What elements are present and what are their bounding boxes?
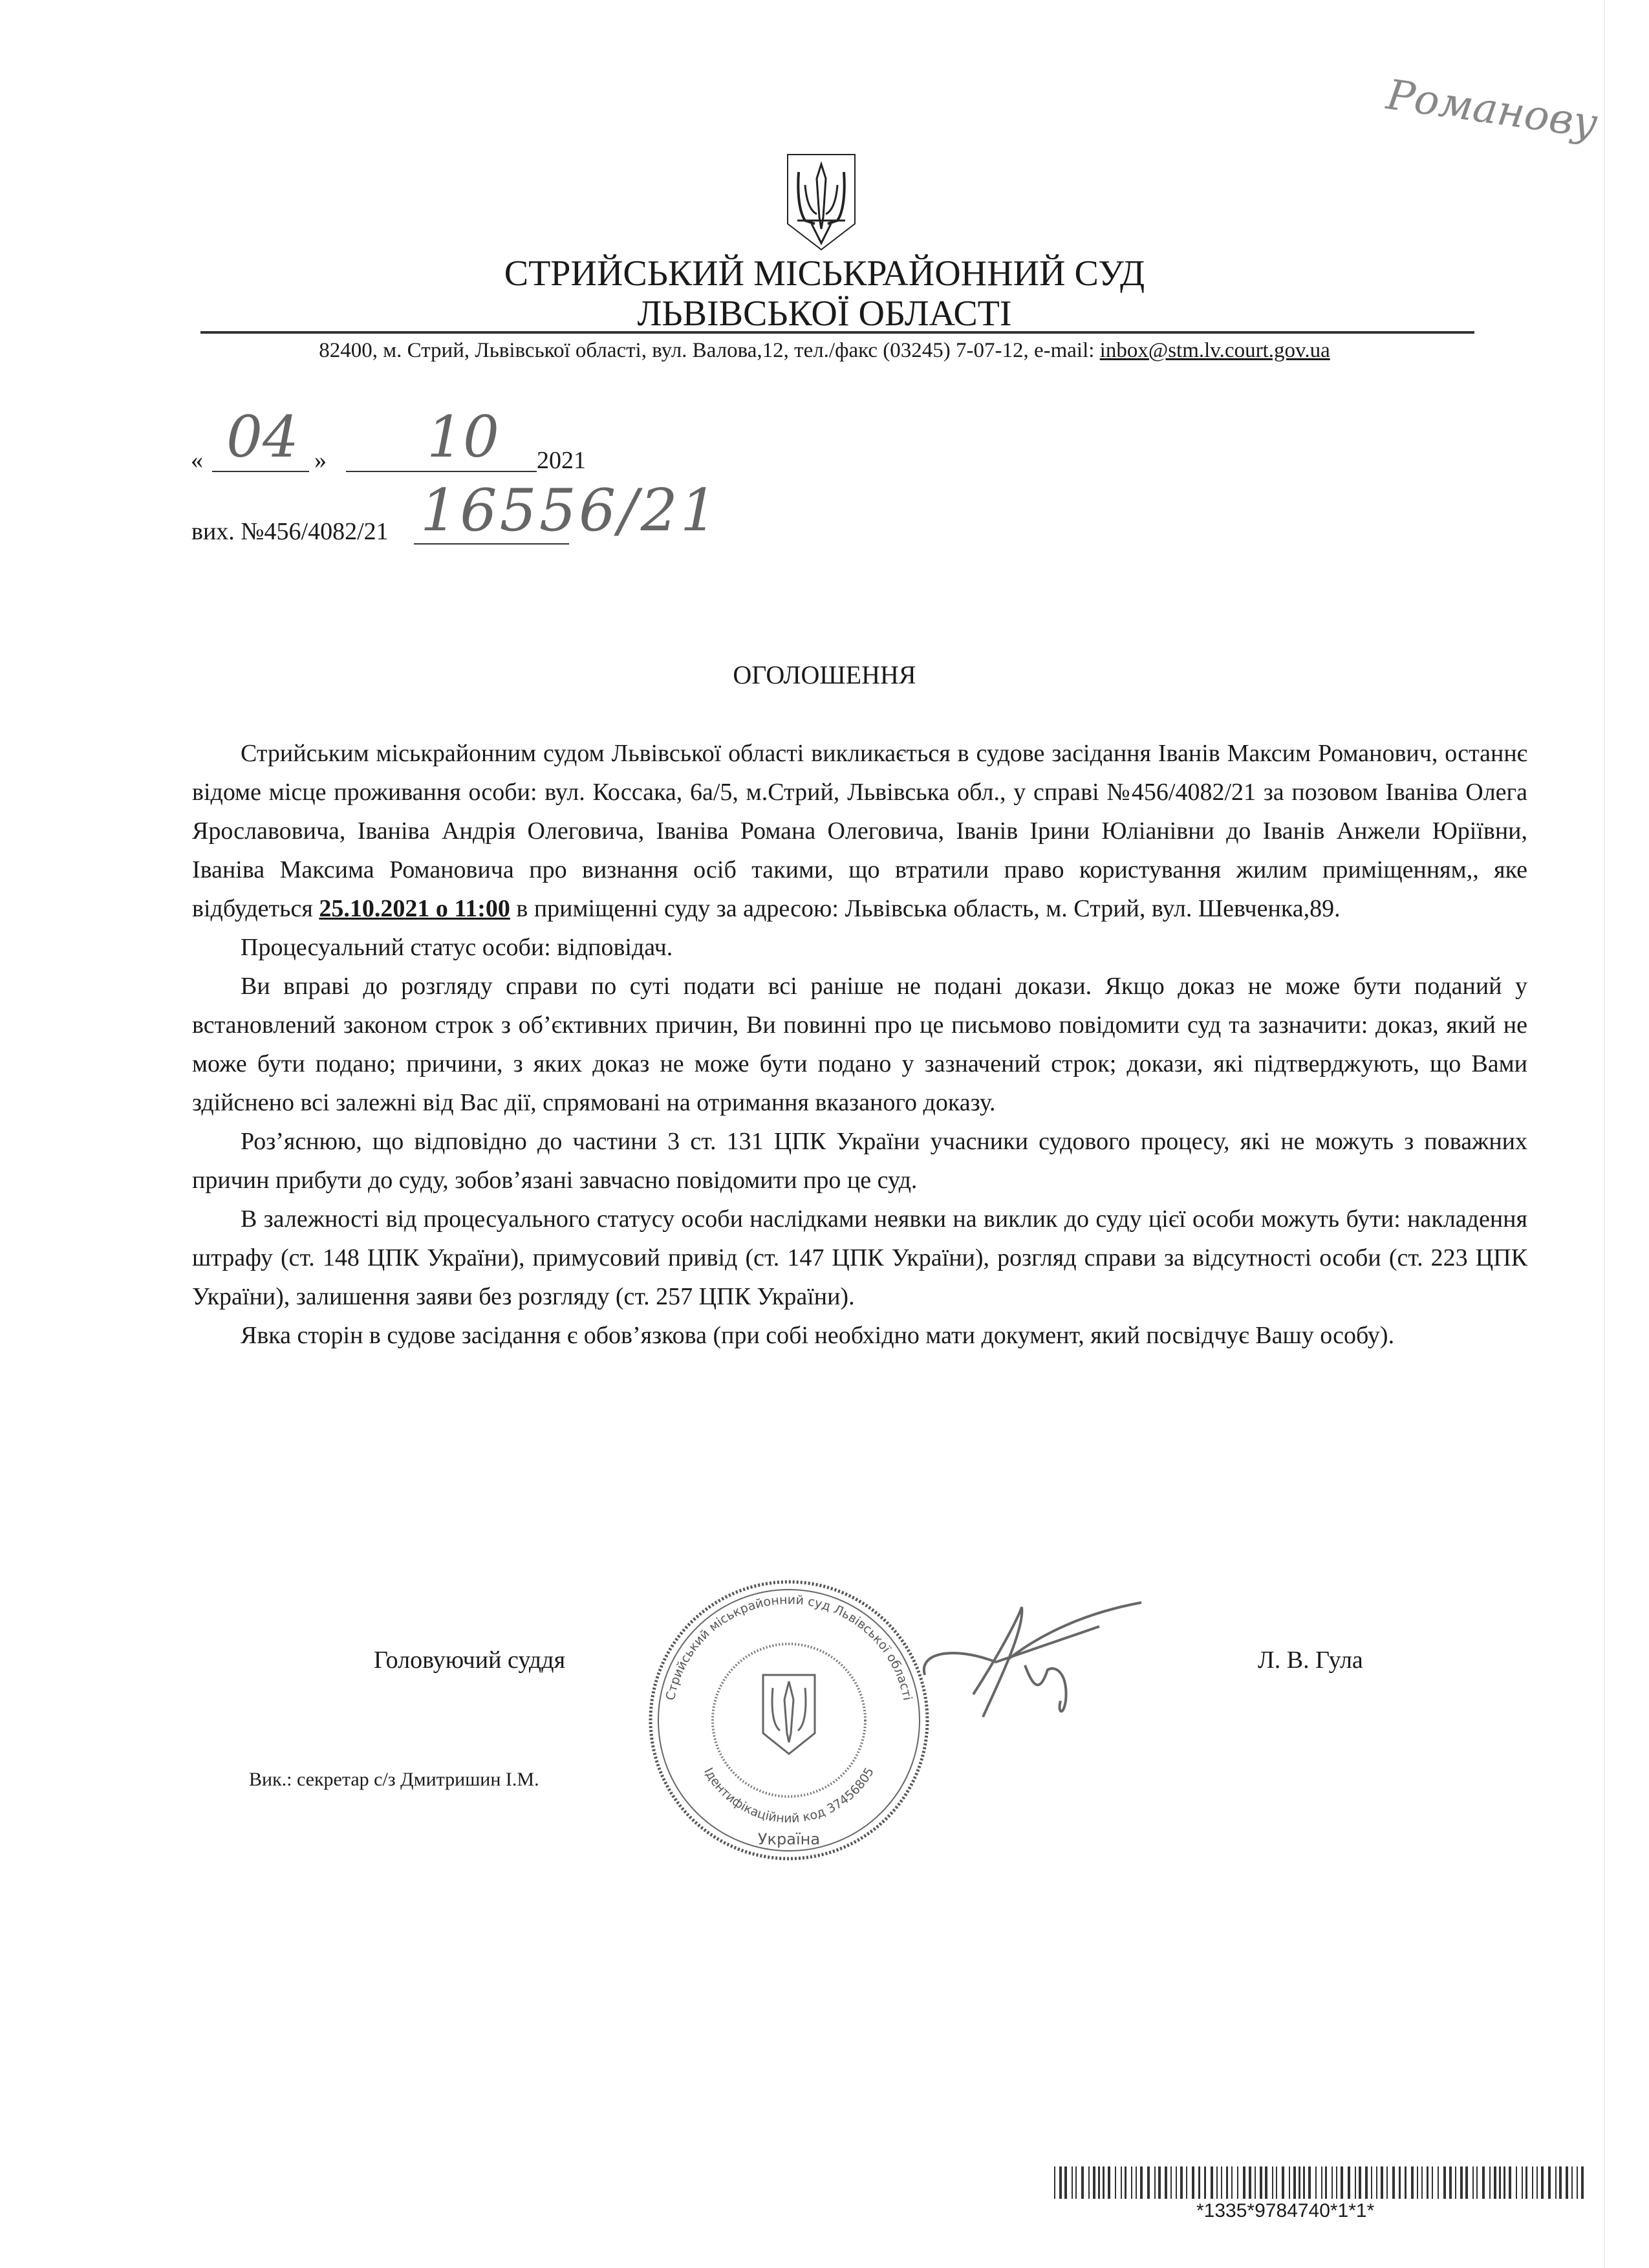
- announcement-body: [192, 734, 1527, 1355]
- seal-icon: [647, 1578, 931, 1863]
- barcode-bar: [1272, 2166, 1273, 2199]
- barcode-bar: [1192, 2166, 1194, 2199]
- barcode-bar: [1386, 2166, 1388, 2199]
- barcode-bar: [1064, 2166, 1067, 2199]
- judge-signature: [918, 1597, 1190, 1727]
- barcode-bar: [1072, 2166, 1073, 2199]
- barcode-bar: [1438, 2166, 1439, 2199]
- barcode-bar: [1093, 2166, 1095, 2199]
- hearing-address: в приміщенні суду за адресою: Львівська область, м. Стрий, вул. Шевченка,89.: [510, 895, 1341, 922]
- barcode-bar: [1186, 2166, 1187, 2199]
- barcode-bar: [1276, 2166, 1277, 2199]
- barcode-bar: [1411, 2166, 1414, 2199]
- barcode-bar: [1098, 2166, 1100, 2199]
- barcode-bar: [1249, 2166, 1251, 2199]
- date-day-handwritten: 04: [226, 404, 299, 470]
- seal-country-text: Україна: [757, 1830, 821, 1848]
- barcode-bar: [1147, 2166, 1150, 2199]
- seal-outer-text: Стрийський міськрайонний суд Львівської області: [663, 1592, 915, 1702]
- barcode-bar: [1355, 2166, 1356, 2199]
- barcode-bar: [1336, 2166, 1337, 2199]
- barcode-bar: [1472, 2166, 1474, 2199]
- signature-icon: [918, 1597, 1190, 1727]
- barcode-bar: [1381, 2166, 1383, 2199]
- header-divider: [200, 331, 1474, 334]
- barcode-bar: [1131, 2166, 1132, 2199]
- barcode-bar: [1315, 2166, 1317, 2199]
- barcode-bar: [1108, 2166, 1110, 2199]
- barcode-bar: [1399, 2166, 1401, 2199]
- outgoing-number: вих. №456/4082/21: [191, 518, 389, 545]
- hearing-datetime: 25.10.2021 о 11:00: [319, 895, 510, 922]
- quote-open: «: [191, 447, 203, 474]
- barcode-bar: [1555, 2166, 1557, 2199]
- official-seal: [647, 1578, 931, 1863]
- barcode-bar: [1075, 2166, 1077, 2199]
- barcode-bar: [1376, 2166, 1377, 2199]
- paragraph-notice: Роз’яснюю, що відповідно до частини 3 ст. 131 ЦПК України учасники судового процесу, які не можуть з поважних причин прибути до суду, зобов’язані завчасно повідомити про це суд.: [192, 1128, 1527, 1194]
- barcode-bar: [1081, 2166, 1084, 2199]
- barcode-bar: [1231, 2166, 1233, 2199]
- barcode-bar: [1509, 2166, 1511, 2199]
- date-month-handwritten: 10: [427, 404, 499, 470]
- judge-name: Л. В. Гула: [1258, 1647, 1363, 1674]
- barcode-bar: [1088, 2166, 1090, 2199]
- barcode-bar: [1211, 2166, 1213, 2199]
- paragraph-evidence: Ви вправі до розгляду справи по суті подати всі раніше не подані докази. Якщо доказ не може бути поданий у встановлений законом строк з об’єктивних причин, Ви повинні про це письмово повідомити суд та зазначити: доказ, який не може бути подано; причини, з яких доказ не може бути подано у зазначений строк; докази, які підтверджують, що Вами здійснено всі залежні від Вас дії, спрямовані на отримання вказаного доказу.: [192, 973, 1527, 1116]
- barcode-bar: [1140, 2166, 1143, 2199]
- barcode-bar: [1216, 2166, 1218, 2199]
- barcode-bar: [1243, 2166, 1245, 2199]
- barcode-bar: [1180, 2166, 1183, 2199]
- barcode-number: *1335*9784740*1*1*: [1196, 2200, 1375, 2221]
- barcode-bar: [1432, 2166, 1433, 2199]
- quote-close: »: [314, 447, 327, 474]
- outgoing-number-handwritten: 16556/21: [420, 477, 720, 545]
- announcement-title: ОГОЛОШЕННЯ: [733, 660, 916, 689]
- barcode-bar: [1265, 2166, 1267, 2199]
- barcode-bar: [1460, 2166, 1463, 2199]
- barcode-bar: [1176, 2166, 1177, 2199]
- barcode-bar: [1541, 2166, 1544, 2199]
- date-year: 2021: [537, 447, 586, 474]
- barcode-bar: [1237, 2166, 1238, 2199]
- barcode-bar: [1282, 2166, 1284, 2199]
- barcode-bar: [1059, 2166, 1062, 2199]
- barcode-bar: [1331, 2166, 1333, 2199]
- address-text: 82400, м. Стрий, Львівської області, вул. Валова,12, тел./факс (03245) 7-07-12, e-mail:: [319, 339, 1100, 362]
- barcode-bar: [1525, 2166, 1527, 2199]
- barcode-bar: [1348, 2166, 1350, 2199]
- barcode-bar: [1455, 2166, 1456, 2199]
- barcode-bar: [1417, 2166, 1418, 2199]
- paragraph-consequences: В залежності від процесуального статусу особи наслідками неявки на виклик до суду цієї особи можуть бути: накладення штрафу (ст. 148 ЦПК України), примусовий привід (ст. 147 ЦПК України), розгляд справи за відсутності особи (ст. 223 ЦПК України), залишення заяви без розгляду (ст. 257 ЦПК України).: [192, 1205, 1527, 1310]
- barcode-bar: [1260, 2166, 1262, 2199]
- barcode-bar: [1359, 2166, 1361, 2199]
- ukraine-coat-of-arms-icon: [786, 153, 857, 251]
- barcode-bar: [1476, 2166, 1478, 2199]
- corner-handwritten-note: Романову: [1383, 71, 1600, 148]
- barcode-bar: [1548, 2166, 1551, 2199]
- barcode-bar: [1443, 2166, 1446, 2199]
- barcode-bar: [1503, 2166, 1505, 2199]
- barcode-bar: [1392, 2166, 1395, 2199]
- month-underline: [346, 471, 537, 472]
- seal-code-text: Ідентифікаційний код 37456805: [701, 1765, 877, 1826]
- barcode-bar: [1226, 2166, 1228, 2199]
- barcode-bar: [1449, 2166, 1452, 2199]
- barcode-bar: [1559, 2166, 1562, 2199]
- barcode-bar: [1494, 2166, 1496, 2199]
- paragraph-status: Процесуальний статус особи: відповідач.: [241, 934, 673, 961]
- barcode-bar: [1522, 2166, 1523, 2199]
- barcode-bar: [1308, 2166, 1311, 2199]
- judge-label: Головуючий суддя: [374, 1647, 566, 1674]
- court-address: [0, 339, 1649, 363]
- barcode-bar: [1499, 2166, 1501, 2199]
- barcode-bar: [1365, 2166, 1368, 2199]
- summons-text: Стрийським міськрайонним судом Львівської області викликається в судове засідання Іванів Максим Романович, останнє відоме місце проживання особи: вул. Коссака, 6а/5, м.Стрий, Львівська обл., у справі №456/4082/21 за позовом Іваніва Олега Ярославовича, Іваніва Андрія Олеговича, Іваніва Романа Олеговича, Іванів Ірини Юліанівни до Іванів Анжели Юріївни, Іваніва Максима Романовича про визнання осіб такими, що втратили право користування жилим приміщенням,, яке відбудеться: [192, 740, 1527, 922]
- barcode-bar: [1465, 2166, 1468, 2199]
- court-name-line1: СТРИЙСЬКИЙ МІСЬКРАЙОННИЙ СУД: [504, 254, 1145, 294]
- barcode-bar: [1293, 2166, 1296, 2199]
- barcode-bar: [1125, 2166, 1126, 2199]
- paragraph-attendance: Явка сторін в судове засідання є обов’язкова (при собі необхідно мати документ, який посвідчує Вашу особу).: [241, 1322, 1395, 1349]
- barcode-bar: [1303, 2166, 1305, 2199]
- barcode-bar: [1371, 2166, 1372, 2199]
- paragraph-summons: [192, 734, 1527, 928]
- barcode-bar: [1536, 2166, 1538, 2199]
- executor-line: Вик.: секретар с/з Дмитришин І.М.: [249, 1769, 539, 1790]
- barcode-bar: [1289, 2166, 1290, 2199]
- barcode-bar: [1421, 2166, 1423, 2199]
- barcode-bar: [1103, 2166, 1105, 2199]
- barcode: [1054, 2166, 1584, 2199]
- barcode-bar: [1136, 2166, 1137, 2199]
- barcode-bar: [1204, 2166, 1206, 2199]
- barcode-bar: [1121, 2166, 1122, 2199]
- barcode-bar: [1154, 2166, 1156, 2199]
- barcode-bar: [1170, 2166, 1172, 2199]
- barcode-bar: [1489, 2166, 1491, 2199]
- barcode-bar: [1299, 2166, 1300, 2199]
- barcode-bar: [1405, 2166, 1406, 2199]
- barcode-bar: [1341, 2166, 1343, 2199]
- barcode-bar: [1255, 2166, 1256, 2199]
- court-name-line2: ЛЬВІВСЬКОЇ ОБЛАСТІ: [637, 294, 1012, 334]
- barcode-bar: [1532, 2166, 1533, 2199]
- barcode-bar: [1581, 2166, 1584, 2199]
- barcode-bar: [1566, 2166, 1568, 2199]
- barcode-bar: [1482, 2166, 1485, 2199]
- barcode-bar: [1221, 2166, 1222, 2199]
- barcode-bar: [1115, 2166, 1116, 2199]
- barcode-bar: [1158, 2166, 1161, 2199]
- barcode-bar: [1165, 2166, 1167, 2199]
- day-underline: [212, 471, 309, 472]
- barcode-bar: [1198, 2166, 1200, 2199]
- barcode-bar: [1325, 2166, 1327, 2199]
- barcode-bar: [1516, 2166, 1517, 2199]
- barcode-bar: [1321, 2166, 1322, 2199]
- barcode-bar: [1054, 2166, 1055, 2199]
- barcode-bar: [1571, 2166, 1573, 2199]
- email-link[interactable]: inbox@stm.lv.court.gov.ua: [1099, 339, 1330, 362]
- barcode-bar: [1577, 2166, 1578, 2199]
- barcode-bar: [1427, 2166, 1428, 2199]
